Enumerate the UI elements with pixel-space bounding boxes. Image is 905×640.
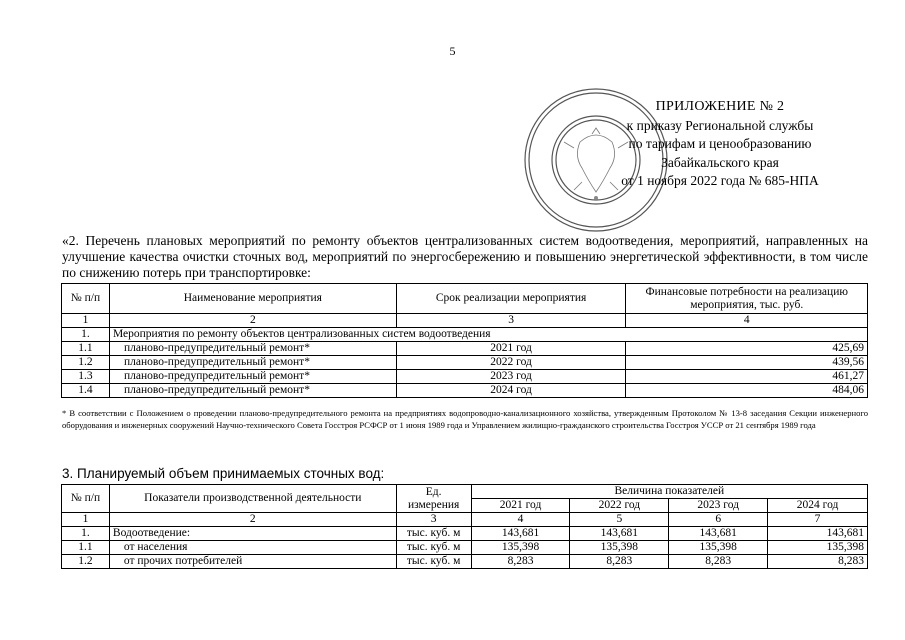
- section-num: 1.: [62, 328, 110, 342]
- row-name: планово-предупредительный ремонт*: [109, 342, 396, 356]
- section3-title: 3. Планируемый объем принимаемых сточных вод:: [62, 466, 385, 481]
- repair-measures-table: [61, 283, 868, 398]
- appendix-line: от 1 ноября 2022 года № 685-НПА: [621, 173, 819, 188]
- row-unit: тыс. куб. м: [396, 541, 471, 555]
- col-number: 2: [109, 513, 396, 527]
- intro-paragraph: «2. Перечень плановых мероприятий по ремонту объектов централизованных систем водоотведения, мероприятий, направленных на улучшение качества очистки сточных вод, мероприятий по энергосбережению и повышению энергетической эффективности, в том числе по снижению потерь при транспортировке:: [62, 233, 868, 280]
- col-number: 7: [768, 513, 868, 527]
- row-name: от прочих потребителей: [109, 555, 396, 569]
- row-value: 143,681: [570, 527, 669, 541]
- appendix-title: ПРИЛОЖЕНИЕ № 2: [655, 99, 785, 114]
- col-number: 5: [570, 513, 669, 527]
- row-term: 2024 год: [396, 384, 626, 398]
- col-number: 4: [626, 314, 868, 328]
- row-term: 2023 год: [396, 370, 626, 384]
- row-value: 143,681: [768, 527, 868, 541]
- row-name: планово-предупредительный ремонт*: [109, 384, 396, 398]
- wastewater-volume-table: [61, 484, 868, 569]
- table-row: [62, 541, 868, 555]
- row-term: 2022 год: [396, 356, 626, 370]
- header-name: Наименование мероприятия: [109, 284, 396, 314]
- row-value: 8,283: [768, 555, 868, 569]
- header-num: № п/п: [62, 485, 110, 513]
- col-number: 2: [109, 314, 396, 328]
- row-name: от населения: [109, 541, 396, 555]
- row-cost: 461,27: [626, 370, 868, 384]
- col-number: 1: [62, 314, 110, 328]
- table-row: [62, 342, 868, 356]
- table-row: [62, 356, 868, 370]
- row-value: 143,681: [669, 527, 768, 541]
- appendix-line: Забайкальского края: [661, 154, 779, 170]
- appendix-line: по тарифам и ценообразованию: [628, 136, 812, 151]
- header-values: Величина показателей: [471, 485, 867, 499]
- header-year: 2022 год: [570, 499, 669, 513]
- header-cost: Финансовые потребности на реализацию мероприятия, тыс. руб.: [626, 284, 868, 314]
- row-num: 1.1: [62, 541, 110, 555]
- col-number: 6: [669, 513, 768, 527]
- row-name: Водоотведение:: [109, 527, 396, 541]
- row-value: 8,283: [669, 555, 768, 569]
- col-number: 3: [396, 513, 471, 527]
- row-num: 1.: [62, 527, 110, 541]
- row-value: 8,283: [570, 555, 669, 569]
- header-year: 2024 год: [768, 499, 868, 513]
- row-num: 1.3: [62, 370, 110, 384]
- col-number: 4: [471, 513, 570, 527]
- row-value: 135,398: [669, 541, 768, 555]
- row-value: 143,681: [471, 527, 570, 541]
- table-row: [62, 527, 868, 541]
- row-num: 1.2: [62, 356, 110, 370]
- row-unit: тыс. куб. м: [396, 527, 471, 541]
- row-value: 8,283: [471, 555, 570, 569]
- table-row: [62, 555, 868, 569]
- table-row: [62, 370, 868, 384]
- header-year: 2021 год: [471, 499, 570, 513]
- row-name: планово-предупредительный ремонт*: [109, 370, 396, 384]
- footnote: * В соответствии с Положением о проведении планово-предупредительного ремонта на предприятиях водопроводно-канализационного хозяйства, утвержденным Протоколом № 13-8 заседания Секции инженерного оборудования и инженерных сооружений Научно-технического Совета Госстроя РСФСР от 1 июня 1989 года и Управлением жилищно-гражданского строительства Госстроя УССР от 21 сентября 1989 года: [62, 408, 868, 430]
- row-cost: 425,69: [626, 342, 868, 356]
- row-value: 135,398: [471, 541, 570, 555]
- row-value: 135,398: [768, 541, 868, 555]
- table-row: [62, 384, 868, 398]
- appendix-line: к приказу Региональной службы: [626, 117, 814, 133]
- row-name: планово-предупредительный ремонт*: [109, 356, 396, 370]
- row-unit: тыс. куб. м: [396, 555, 471, 569]
- section-label: Мероприятия по ремонту объектов централизованных систем водоотведения: [109, 328, 867, 342]
- row-num: 1.1: [62, 342, 110, 356]
- header-year: 2023 год: [669, 499, 768, 513]
- row-num: 1.4: [62, 384, 110, 398]
- row-cost: 439,56: [626, 356, 868, 370]
- col-number: 3: [396, 314, 626, 328]
- header-indicator: Показатели производственной деятельности: [109, 485, 396, 513]
- col-number: 1: [62, 513, 110, 527]
- row-num: 1.2: [62, 555, 110, 569]
- header-num: № п/п: [62, 284, 110, 314]
- row-cost: 484,06: [626, 384, 868, 398]
- appendix-header: [590, 98, 850, 191]
- header-term: Срок реализации мероприятия: [396, 284, 626, 314]
- row-term: 2021 год: [396, 342, 626, 356]
- page-number: 5: [449, 44, 456, 58]
- row-value: 135,398: [570, 541, 669, 555]
- header-unit: Ед. измерения: [396, 485, 471, 513]
